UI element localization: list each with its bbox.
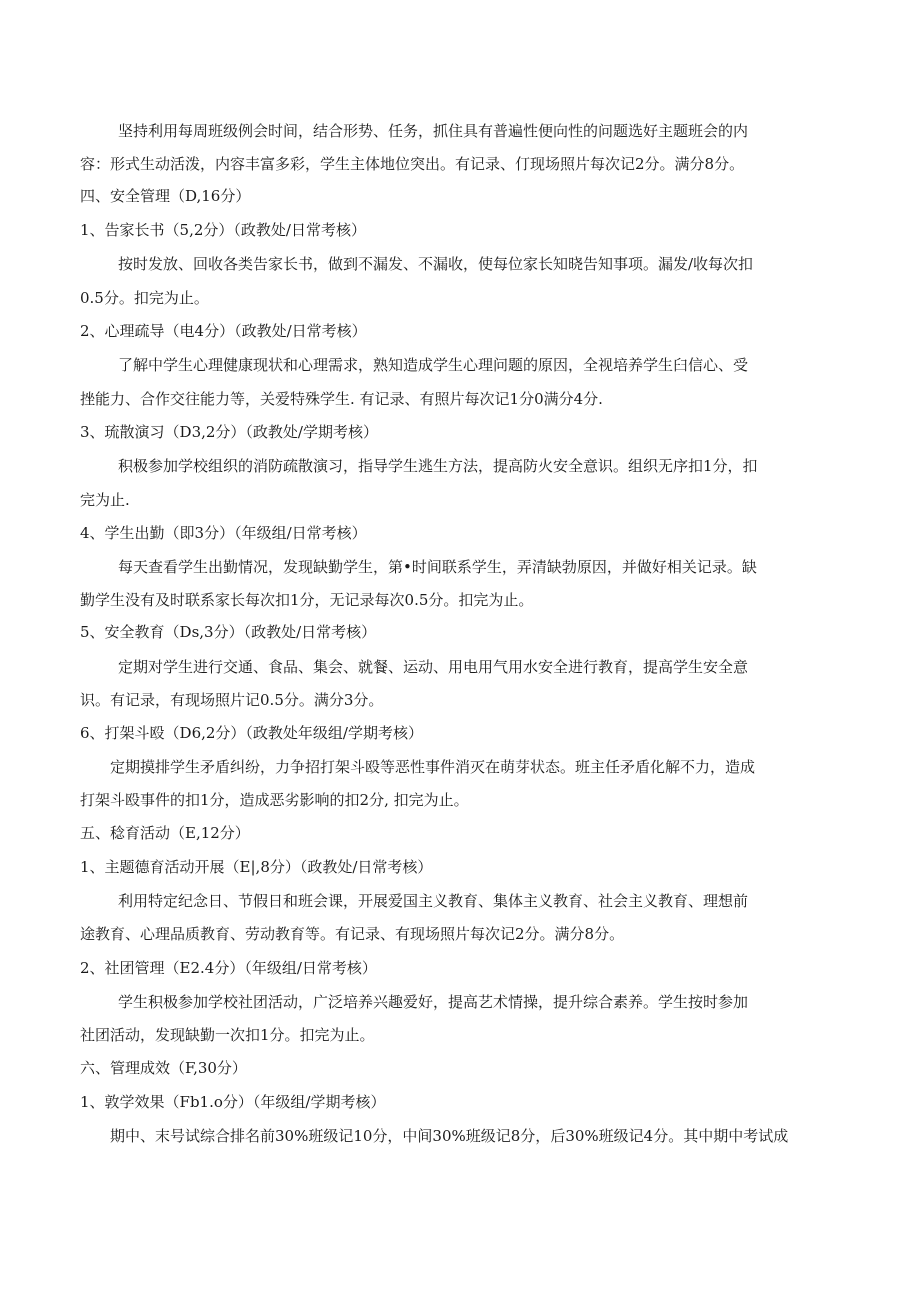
paragraph-line-6: 0.5分。扣完为止。 [80, 289, 209, 307]
paragraph-line-11: 积极参加学校组织的消防疏散演习，指导学生逃生方法，提高防火安全意识。组织无序扣1分，扣 [118, 457, 758, 475]
paragraph-line-18: 识。有记录，有现场照片记0.5分。满分3分。 [80, 691, 384, 709]
paragraph-line-15: 勤学生没有及时联系家长每次扣1分，无记录每次0.5分。扣完为止。 [80, 591, 534, 609]
paragraph-line-8: 了解中学生心理健康现状和心理需求，熟知造成学生心理问题的原因，全视培养学生臼信心、受 [118, 356, 749, 374]
paragraph-line-9: 挫能力、合作交往能力等，关爱特殊学生. 有记录、有照片每次记1分0满分4分. [80, 390, 603, 408]
paragraph-line-31: 期中、末号试综合排名前30%班级记10分，中间30%班级记8分，后30%班级记4分。其中期中考试成 [110, 1127, 789, 1145]
paragraph-line-5: 按时发放、回收各类告家长书，做到不漏发、不漏收，使每位家长知晓告知事项。漏发/收每次扣 [118, 255, 754, 273]
item-heading-safety-education: 5、安全教育（Ds,3分）（政教处/日常考核） [80, 623, 377, 641]
paragraph-line-1: 坚持利用每周班级例会时间，结合形势、任务，抓住具有普遍性便向性的问题选好主题班会的内 [118, 122, 749, 140]
paragraph-line-2: 容：形式生动活泼，内容丰富多彩，学生主体地位突出。有记录、仃现场照片每次记2分。满分8分。 [80, 155, 745, 173]
item-heading-evacuation-drill: 3、琉散演习（D3,2分）（政教处/学期考核） [80, 423, 378, 441]
item-heading-parent-letter: 1、告家长书（5,2分）（政教处/日常考核） [80, 221, 366, 239]
item-heading-teaching-results: 1、敦学效果（Fb1.o分）（年级组/学期考核） [80, 1093, 386, 1111]
paragraph-line-14: 每天查看学生出勤情况，发现缺勤学生，第•时间联系学生，弄清缺勃原因，并做好相关记录。缺 [118, 558, 757, 576]
item-heading-club-management: 2、社团管理（E2.4分）（年级组/日常考核） [80, 959, 377, 977]
section-heading-management-results: 六、管理成效（F,30分） [80, 1059, 247, 1077]
item-heading-fighting: 6、打架斗殴（D6,2分）（政教处年级组/学期考核） [80, 724, 423, 742]
item-heading-attendance: 4、学生出勤（即3分）（年级组/日常考核） [80, 524, 367, 542]
item-heading-theme-activities: 1、主题德育活动开展（E|,8分）（政教处/日常考核） [80, 858, 433, 876]
paragraph-line-25: 途教育、心理品质教育、劳动教育等。有记录、有现场照片每次记2分。满分8分。 [80, 925, 625, 943]
paragraph-line-24: 利用特定纪念日、节假日和班会课，开展爱国主义教育、集体主义教育、社会主义教育、理想前 [118, 892, 749, 910]
item-heading-counseling: 2、心理疏导（电4分）（政教处/日常考核） [80, 322, 367, 340]
section-heading-moral-activities: 五、稔育活动（E,12分） [80, 824, 250, 842]
paragraph-line-28: 社团活动，发现缺勤一次扣1分。扣完为止。 [80, 1026, 375, 1044]
paragraph-line-21: 打架斗殴事件的扣1分，造成恶劣影响的扣2分, 扣完为止。 [80, 791, 469, 809]
paragraph-line-12: 完为止. [80, 491, 130, 509]
paragraph-line-20: 定期摸排学生矛盾纠纷，力争招打架斗殴等恶性事件消灭在萌芽状态。班主任矛盾化解不力，造成 [110, 758, 756, 776]
section-heading-safety: 四、安全管理（D,16分） [80, 187, 251, 205]
paragraph-line-17: 定期对学生进行交通、食品、集会、就餐、运动、用电用气用水安全进行教育，提高学生安全意 [118, 658, 749, 676]
paragraph-line-27: 学生积极参加学校社团活动，广泛培养兴趣爱好，提高艺术情操，提升综合素养。学生按时参加 [118, 993, 749, 1011]
